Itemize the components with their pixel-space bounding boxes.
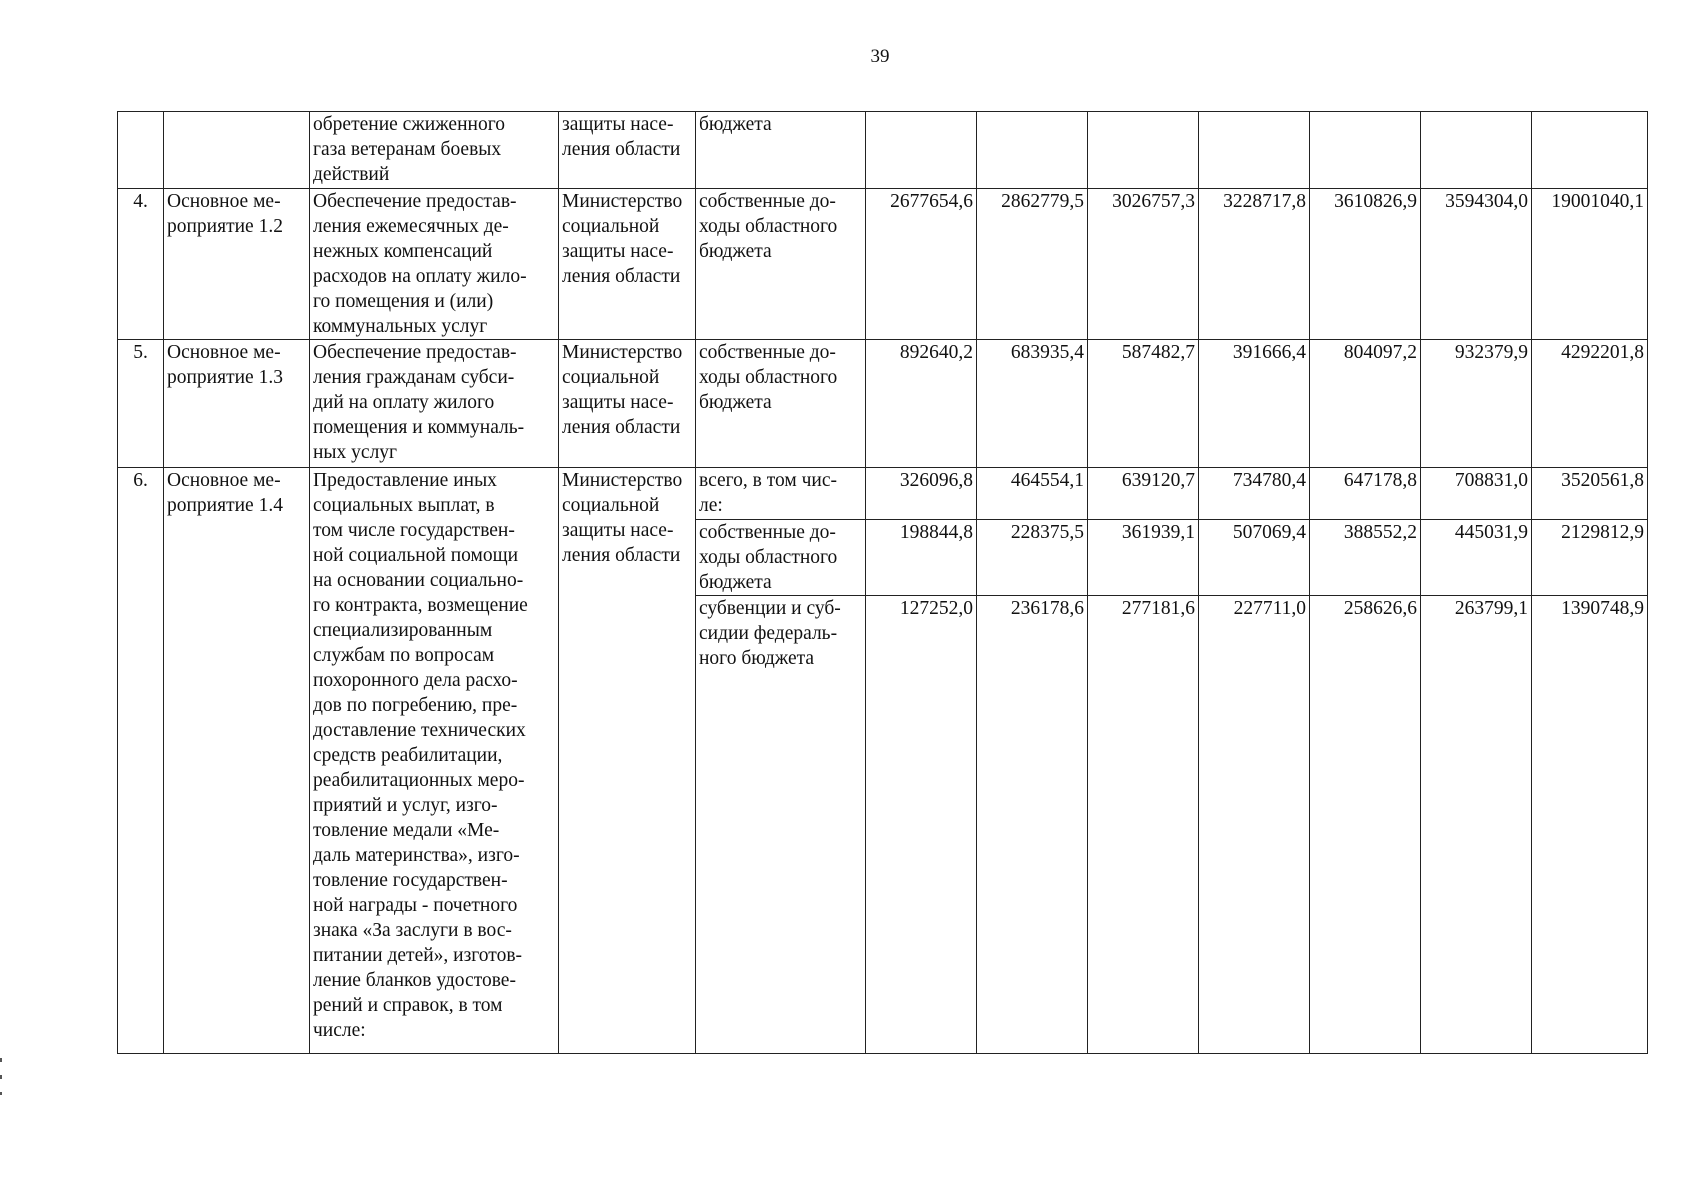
text-line: Министерство <box>562 470 683 491</box>
text-line: помещения и коммуналь- <box>313 417 525 438</box>
value-cell: 19001040,1 <box>1532 189 1648 340</box>
text-line: знака «За заслуги в вос- <box>313 920 512 941</box>
value-cell <box>1310 112 1421 189</box>
text-line: питании детей», изготов- <box>313 945 523 966</box>
value-cell: 236178,6 <box>977 596 1088 1054</box>
text-line: средств реабилитации, <box>313 745 503 766</box>
text-line: реабилитационных меро- <box>313 770 525 791</box>
value-cell: 263799,1 <box>1421 596 1532 1054</box>
value-cell: 2862779,5 <box>977 189 1088 340</box>
scan-edge-mark <box>0 1058 2 1062</box>
text-line: ходы областного <box>699 216 838 237</box>
value-cell: 326096,8 <box>866 468 977 520</box>
executor-cell <box>559 340 696 468</box>
value-cell: 227711,0 <box>1199 596 1310 1054</box>
value-cell: 391666,4 <box>1199 340 1310 468</box>
table-row <box>118 189 1648 340</box>
text-line: ходы областного <box>699 367 838 388</box>
text-line: похоронного дела расхо- <box>313 670 518 691</box>
text-line: Основное ме- <box>167 470 281 491</box>
value-cell <box>1421 112 1532 189</box>
page-number: 39 <box>870 46 890 67</box>
text-line: нежных компенсаций <box>313 241 493 262</box>
text-line: том числе государствен- <box>313 520 515 541</box>
text-line: ления ежемесячных де- <box>313 216 509 237</box>
value-cell: 2677654,6 <box>866 189 977 340</box>
event-cell <box>164 340 310 468</box>
text-line: коммунальных услуг <box>313 316 488 337</box>
text-line: расходов на оплату жило- <box>313 266 527 287</box>
text-line: приятий и услуг, изго- <box>313 795 498 816</box>
value-cell: 932379,9 <box>1421 340 1532 468</box>
event-name-cell <box>310 189 559 340</box>
text-line: ной награды - почетного <box>313 895 518 916</box>
text-line: Обеспечение предостав- <box>313 191 517 212</box>
text-line: роприятие 1.4 <box>167 495 283 516</box>
table-row <box>118 112 1648 189</box>
text-line: защиты насе- <box>562 114 674 135</box>
funding-source-cell <box>696 112 866 189</box>
text-line: бюджета <box>699 114 772 135</box>
text-line: Министерство <box>562 191 683 212</box>
executor-cell <box>559 468 696 1054</box>
text-line: ле: <box>699 495 723 516</box>
text-line: ления области <box>562 545 681 566</box>
event-name-cell <box>310 112 559 189</box>
budget-table <box>117 111 1648 1054</box>
text-line: ходы областного <box>699 547 838 568</box>
funding-source-cell <box>696 596 866 1054</box>
value-cell: 464554,1 <box>977 468 1088 520</box>
text-line: специализированным <box>313 620 493 641</box>
funding-source-cell <box>696 340 866 468</box>
value-cell: 277181,6 <box>1088 596 1199 1054</box>
value-cell: 2129812,9 <box>1532 520 1648 596</box>
table-row <box>118 340 1648 468</box>
text-line: ных услуг <box>313 442 398 463</box>
text-line: ления области <box>562 266 681 287</box>
value-cell: 683935,4 <box>977 340 1088 468</box>
scan-edge-mark <box>0 1092 2 1095</box>
text-line: на основании социально- <box>313 570 524 591</box>
text-line: защиты насе- <box>562 241 674 262</box>
text-line: субвенции и суб- <box>699 598 841 619</box>
value-cell <box>1199 112 1310 189</box>
value-cell: 228375,5 <box>977 520 1088 596</box>
value-cell: 3610826,9 <box>1310 189 1421 340</box>
text-line: действий <box>313 164 390 185</box>
text-line: собственные до- <box>699 191 836 212</box>
text-line: го помещения и (или) <box>313 291 494 312</box>
value-cell: 3520561,8 <box>1532 468 1648 520</box>
value-cell: 4292201,8 <box>1532 340 1648 468</box>
value-cell: 708831,0 <box>1421 468 1532 520</box>
text-line: бюджета <box>699 392 772 413</box>
text-line: ления области <box>562 417 681 438</box>
funding-source-cell <box>696 468 866 520</box>
text-line: дий на оплату жилого <box>313 392 495 413</box>
text-line: го контракта, возмещение <box>313 595 528 616</box>
text-line: ления области <box>562 139 681 160</box>
value-cell: 388552,2 <box>1310 520 1421 596</box>
text-line: бюджета <box>699 241 772 262</box>
value-cell <box>866 112 977 189</box>
text-line: социальной <box>562 216 660 237</box>
value-cell: 587482,7 <box>1088 340 1199 468</box>
value-cell <box>977 112 1088 189</box>
value-cell: 892640,2 <box>866 340 977 468</box>
event-cell <box>164 189 310 340</box>
text-line: службам по вопросам <box>313 645 495 666</box>
text-line: ления гражданам субси- <box>313 367 515 388</box>
value-cell: 3594304,0 <box>1421 189 1532 340</box>
text-line: Обеспечение предостав- <box>313 342 517 363</box>
value-cell: 3228717,8 <box>1199 189 1310 340</box>
text-line: ного бюджета <box>699 648 815 669</box>
event-name-cell <box>310 468 559 1054</box>
row-number-cell <box>118 112 164 189</box>
text-line: всего, в том чис- <box>699 470 837 491</box>
text-line: дов по погребению, пре- <box>313 695 518 716</box>
text-line: бюджета <box>699 572 772 593</box>
value-cell: 127252,0 <box>866 596 977 1054</box>
text-line: Основное ме- <box>167 342 281 363</box>
event-name-cell <box>310 340 559 468</box>
value-cell: 3026757,3 <box>1088 189 1199 340</box>
text-line: роприятие 1.3 <box>167 367 283 388</box>
value-cell: 507069,4 <box>1199 520 1310 596</box>
value-cell: 804097,2 <box>1310 340 1421 468</box>
text-line: доставление технических <box>313 720 526 741</box>
text-line: даль материнства», изго- <box>313 845 520 866</box>
executor-cell <box>559 112 696 189</box>
scan-edge-mark <box>0 1075 2 1079</box>
row-number-cell: 4. <box>118 189 164 340</box>
executor-cell <box>559 189 696 340</box>
row-number-cell: 6. <box>118 468 164 1054</box>
value-cell: 1390748,9 <box>1532 596 1648 1054</box>
row-number-cell: 5. <box>118 340 164 468</box>
table-row <box>118 468 1648 520</box>
value-cell: 734780,4 <box>1199 468 1310 520</box>
text-line: защиты насе- <box>562 392 674 413</box>
text-line: товление медали «Ме- <box>313 820 500 841</box>
value-cell: 445031,9 <box>1421 520 1532 596</box>
text-line: социальных выплат, в <box>313 495 495 516</box>
text-line: обретение сжиженного <box>313 114 505 135</box>
text-line: ной социальной помощи <box>313 545 519 566</box>
value-cell: 258626,6 <box>1310 596 1421 1054</box>
text-line: сидии федераль- <box>699 623 838 644</box>
text-line: числе: <box>313 1020 366 1041</box>
funding-source-cell <box>696 189 866 340</box>
text-line: роприятие 1.2 <box>167 216 283 237</box>
event-cell <box>164 468 310 1054</box>
text-line: рений и справок, в том <box>313 995 503 1016</box>
text-line: социальной <box>562 367 660 388</box>
text-line: собственные до- <box>699 342 836 363</box>
value-cell: 647178,8 <box>1310 468 1421 520</box>
text-line: Предоставление иных <box>313 470 497 491</box>
text-line: Основное ме- <box>167 191 281 212</box>
value-cell <box>1532 112 1648 189</box>
value-cell: 639120,7 <box>1088 468 1199 520</box>
value-cell <box>1088 112 1199 189</box>
funding-source-cell <box>696 520 866 596</box>
text-line: товление государствен- <box>313 870 508 891</box>
text-line: ление бланков удостове- <box>313 970 516 991</box>
text-line: Министерство <box>562 342 683 363</box>
value-cell: 198844,8 <box>866 520 977 596</box>
event-cell <box>164 112 310 189</box>
text-line: социальной <box>562 495 660 516</box>
value-cell: 361939,1 <box>1088 520 1199 596</box>
text-line: газа ветеранам боевых <box>313 139 502 160</box>
text-line: собственные до- <box>699 522 836 543</box>
text-line: защиты насе- <box>562 520 674 541</box>
